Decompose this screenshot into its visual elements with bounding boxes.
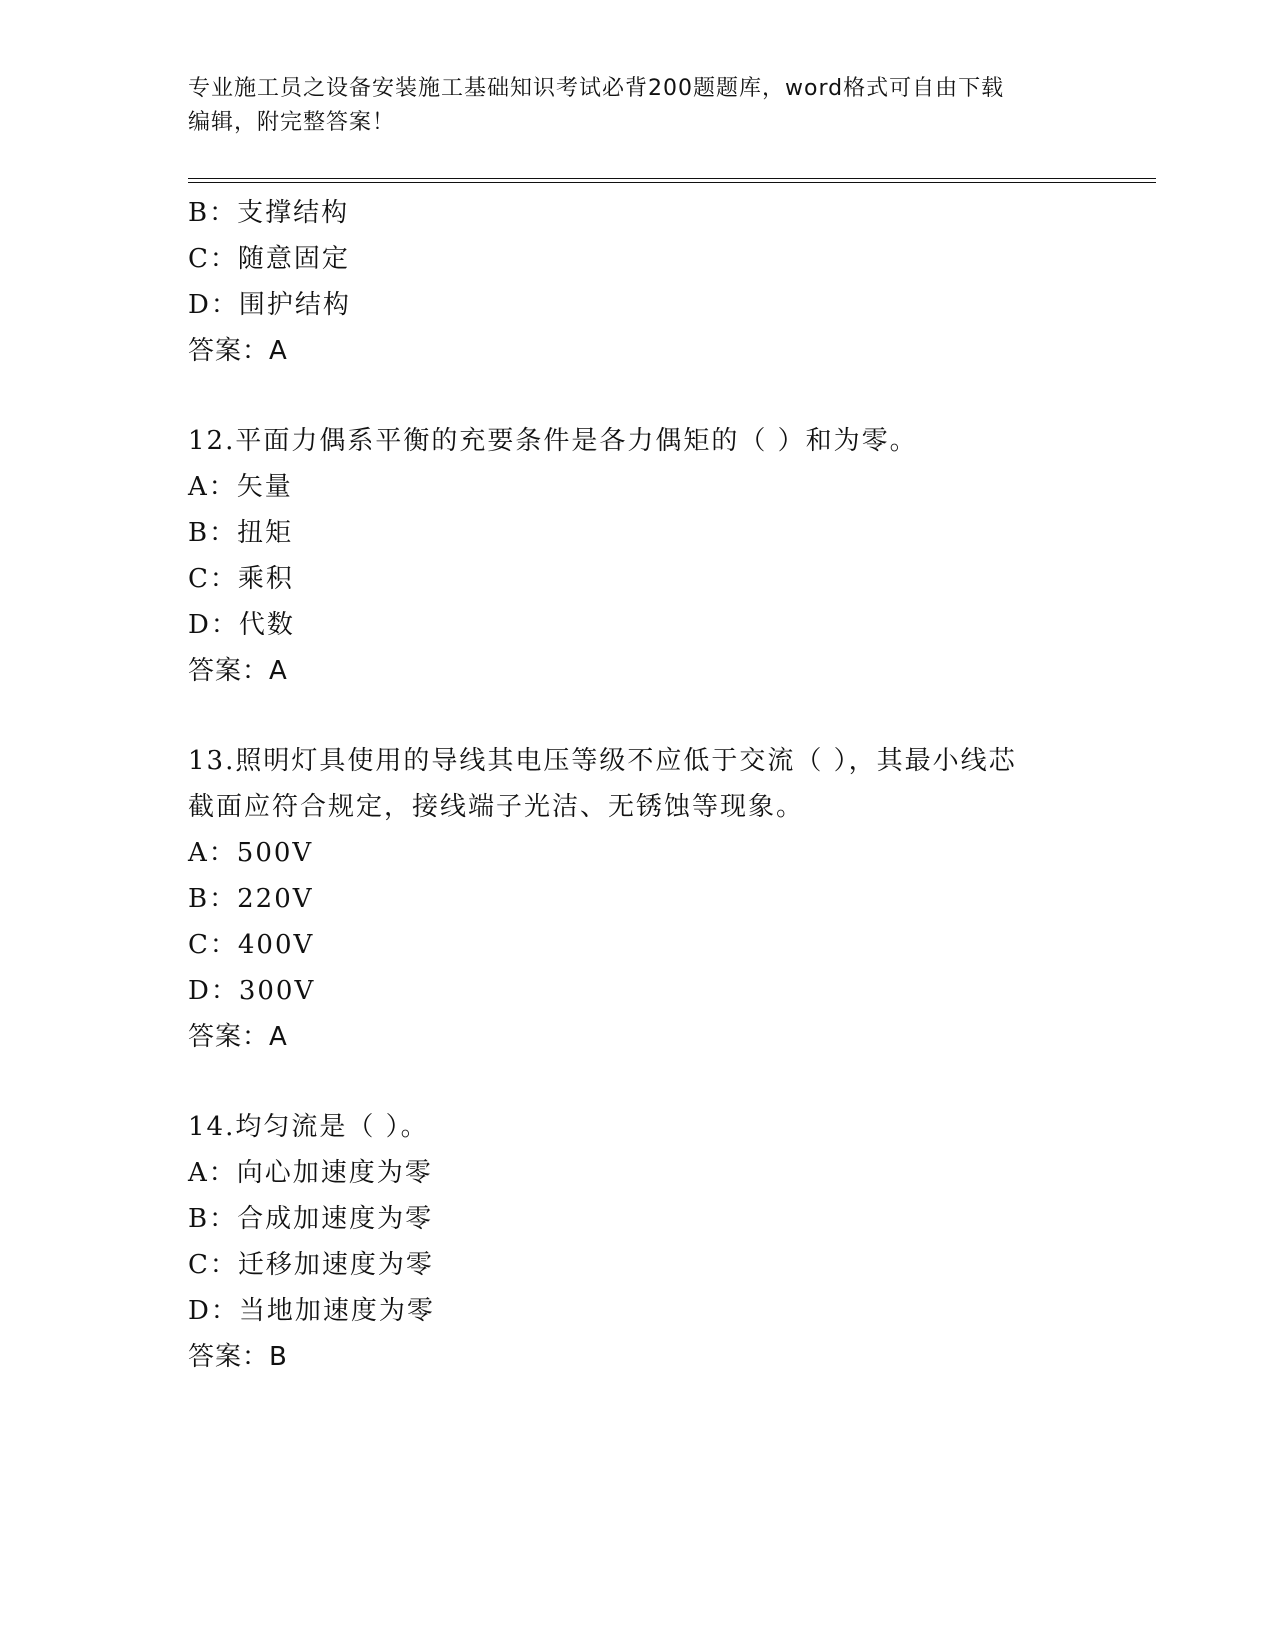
- question-list: [188, 190, 1088, 1380]
- option-d: D：围护结构: [188, 290, 351, 320]
- question-stem: 14.均匀流是（ ）。: [188, 1112, 429, 1142]
- question-stem-line-2: 截面应符合规定，接线端子光洁、无锈蚀等现象。: [188, 792, 805, 822]
- option-b: B：扭矩: [188, 518, 294, 548]
- option-c: C：400V: [188, 930, 315, 960]
- question-13: [188, 738, 1088, 1060]
- header-line-2: 编辑，附完整答案！: [188, 110, 396, 135]
- option-d: D：当地加速度为零: [188, 1296, 435, 1326]
- option-d: D：300V: [188, 976, 316, 1006]
- option-b: B：220V: [188, 884, 314, 914]
- page-header: [188, 72, 1088, 140]
- question-11: [188, 190, 1088, 374]
- answer: 答案：A: [188, 336, 288, 366]
- option-a: A：矢量: [188, 472, 293, 502]
- option-c: C：随意固定: [188, 244, 350, 274]
- header-divider: [188, 178, 1156, 183]
- option-c: C：乘积: [188, 564, 294, 594]
- answer: 答案：A: [188, 1022, 288, 1052]
- option-c: C：迁移加速度为零: [188, 1250, 434, 1280]
- question-stem: 12.平面力偶系平衡的充要条件是各力偶矩的（ ）和为零。: [188, 426, 918, 456]
- option-a: A：向心加速度为零: [188, 1158, 433, 1188]
- option-a: A：500V: [188, 838, 314, 868]
- question-14: [188, 1104, 1088, 1380]
- option-b: B：合成加速度为零: [188, 1204, 434, 1234]
- header-line-1: 专业施工员之设备安装施工基础知识考试必背200题题库，word格式可自由下载: [188, 76, 1005, 101]
- question-stem: [188, 738, 1088, 830]
- answer: 答案：B: [188, 1342, 288, 1372]
- answer: 答案：A: [188, 656, 288, 686]
- option-b: B：支撑结构: [188, 198, 350, 228]
- question-stem-line-1: 13.照明灯具使用的导线其电压等级不应低于交流（ ），其最小线芯: [188, 746, 1017, 776]
- question-12: [188, 418, 1088, 694]
- option-d: D：代数: [188, 610, 295, 640]
